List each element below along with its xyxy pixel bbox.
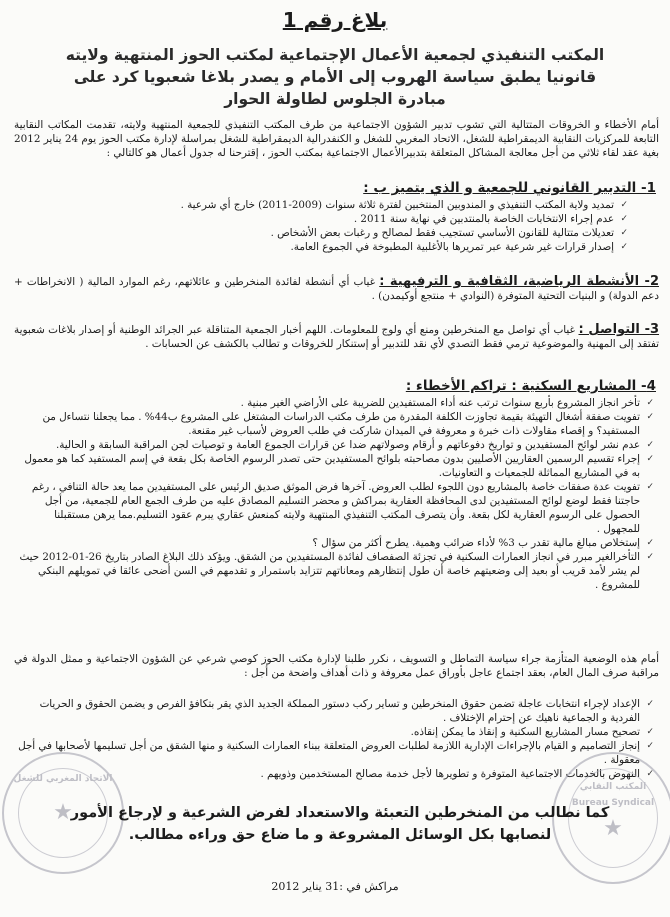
list-item: ✓ التأخرالغير مبرر في انجاز العمارات السكنية في تجزئة الصفصاف لفائدة المستفيدين من الشقق. ويؤكد ذلك البلاغ الصادر بتاريخ 26-01-2012 حيث لم يشر لأمد قريب أو بعيد إلى وضعيتهم خاصة أن طول إنتظارهم ومعاناتهم تتزايد باستمرار و تقدمهم في السن أضحى عائقا في تمويلهم البنكي للمشروع . (16, 550, 656, 592)
list-item: ✓ إصدار قرارات غير شرعية عبر تمريرها بالأغلبية المطبوخة في الجموع العامة. (30, 240, 630, 254)
star-icon: ★ (603, 816, 623, 841)
list-item: ✓ إجراء تقسيم الرسمين العقاريين الأصليين بدون مصاحبته بلوائح المستفيدين حتى تصدر الرسوم الخاصة بكل بقعة في إسم المستفيد كما هو معمول به في المشاريع المماثلة للجمعيات و التعاونيات. (16, 452, 656, 480)
stamp-text: المكتب النقابي (579, 782, 647, 792)
section-1-list (30, 198, 630, 254)
section-4-title: 4- المشاريع السكنية : تراكم الأخطاء : (405, 378, 656, 394)
section-2-title: 2- الأنشطة الرياضية، الثقافية و الترفيهية : (379, 274, 659, 289)
section-3-title: 3- التواصل : (578, 322, 660, 337)
section-1-title: 1- التدبير القانوني للجمعية و الذي يتميز ب : (363, 180, 656, 196)
list-item: ✓ تمديد ولاية المكتب التنفيذي و المندوبين المنتخبين لفترة ثلاثة سنوات (2009-2011) خارج أي شرعية . (30, 198, 630, 212)
headline-line: قانونيا يطبق سياسة الهروب إلى الأمام و يصدر بلاغا شعبويا كرد على (73, 68, 597, 86)
intro-paragraph: أمام الأخطاء و الخروقات المتتالية التي تشوب تدبير الشؤون الاجتماعية من طرف المكتب التنفيذي للجمعية المنتهية ولايته، تقدمت المكاتب النقابية التابعة للمركزيات النقابية الديمقراطية للشغل، الاتحاد المغربي للشغل و الكنفدرالية الديمقراطية للشغل بمراسلة لإدارة مكتب الحوز يوم 24 يناير 2012 بغية عقد لقاء ثلاثي من أجل معالجة المشاكل المتعلقة بتدبيرالأعمال الاجتماعية بمكتب الحوز ، إقترحنا له جدول أعمال هو كالتالي : (14, 119, 659, 160)
section-3-text: غياب أي تواصل مع المنخرطين ومنع أي ولوج للمعلومات. اللهم أخبار الجمعية المتناقلة عبر الجرائد الوطنية أو إصدار بلاغات شعبوية تفتقد إلى المهنية والموضوعية ترمي فقط التصدي لأي نقد للتدبير أو إستنكار للخروقات و تطالب بالكشف عن الحسابات . (14, 324, 659, 351)
document-date: مراكش في :31 يناير 2012 (271, 880, 399, 893)
headline-line: مبادرة الجلوس لطاولة الحوار (224, 90, 446, 108)
list-item: ✓ تفويت صفقة أشغال التهيئة بقيمة تجاوزت الكلفة المقدرة من طرف مكتب الدراسات المشتغل على المشروع ب44% . مما يجعلنا نتساءل من المستفيد؟ و إقصاء مقاولات ذات خبرة و معروفة في الميدان شاركت في طلب العروض لأسباب غير مقنعة. (16, 410, 656, 438)
list-item: ✓ إنجاز التصاميم و القيام بالإجراءات الإدارية اللازمة لطلبات العروض المتعلقة ببناء العمارات السكنية و منها الشقق من أجل تسليمها لأصحابها في أجل معقولة . (16, 739, 656, 767)
list-item: ✓ النهوض بالخدمات الاجتماعية المتوفرة و تطويرها لأجل خدمة مصالح المستخدمين وذويهم . (16, 767, 656, 781)
demands-paragraph: أمام هذه الوضعية المتأزمة جراء سياسة التماطل و التسويف ، نكرر طلبنا لإدارة مكتب الحوز كوصي شرعي عن الشؤون الاجتماعية و ممثل الدولة في مراقبة صرف المال العام، بعقد اجتماع عاجل بأوراق عمل معروفة و ذات أهداف واضحة من أجل : (14, 653, 659, 680)
demands-list (16, 697, 656, 781)
headline-line: المكتب التنفيذي لجمعية الأعمال الإجتماعية لمكتب الحوز المنتهية ولايته (65, 46, 605, 64)
section-2 (14, 275, 659, 303)
list-item: ✓ عدم إجراء الانتخابات الخاصة بالمنتدبين في نهاية سنة 2011 . (30, 212, 630, 226)
document-title: بلاغ رقم 1 (282, 8, 388, 32)
star-icon: ★ (53, 800, 73, 825)
section-4-list (16, 396, 656, 592)
list-item: ✓ عدم نشر لوائح المستفيدين و تواريخ دفوعاتهم و أرقام وصولاتهم ضدا عن قرارات الجموع العامة و توصيات لجن المراقبة السابقة و الحالية. (16, 438, 656, 452)
list-item: ✓ إستخلاص مبالغ مالية تقدر ب 3% لأداء ضرائب وهمية. يطرح أكثر من سؤال ؟ (16, 536, 656, 550)
list-item: ✓ تفويت عدة صفقات خاصة بالمشاريع دون اللجوء لطلب العروض. آخرها فرض الموثق صديق الرئيس على المستفيدين مما يعد حالة التنافي ، رغم حاجتنا فقط لوضع لوائح المستفيدين لدى المحافظة العقارية بمراكش و محضر التسليم المصادق عليه من طرف الجمع العام للجمعية، من أجل الحصول على الرسوم العقارية لكل بقعة. وأن يتصرف المكتب التنفيذي المنتهية ولايته كمنعش عقاري يبرم عقود التسليم.مما يرهن مستقبلنا للمجهول . (16, 480, 656, 536)
stamp-text: Bureau Syndical (571, 798, 655, 808)
section-2-text: غياب أي أنشطة لفائدة المنخرطين و عائلاتهم، رغم الموارد المالية ( الانخراطات + دعم الدولة) و البنيات التحتية المتوفرة (النوادي + منتجع أوكيمدن) . (14, 276, 659, 303)
list-item: ✓ تصحيح مسار المشاريع السكنية و إنقاذ ما يمكن إنقاذه. (16, 725, 656, 739)
list-item: ✓ الإعداد لإجراء انتخابات عاجلة تضمن حقوق المنخرطين و تساير ركب دستور المملكة الجديد الذي يقر بتكافؤ الفرص و يضمن الحقوق و الحريات الفردية و الجماعية ناهيك عن إحترام الإختلاف . (16, 697, 656, 725)
section-3 (14, 323, 659, 351)
list-item: ✓ تعديلات متتالية للقانون الأساسي تستجيب فقط لمصالح و رغبات بعض الأشخاص . (30, 226, 630, 240)
closing-statement: كما نطالب من المنخرطين التعبئة والاستعداد لفرض الشرعية و لإرجاع الأمور لنصابها بكل الوسائل المشروعة و ما ضاع حق وراءه مطالب. (70, 805, 610, 843)
stamp-text: الاتحاد المغربي للشغل (13, 774, 113, 784)
list-item: ✓ تأخر انجاز المشروع بأربع سنوات ترتب عنه أداء المستفيدين للضريبة على الأراضي الغير مبنية . (16, 396, 656, 410)
headline (20, 44, 650, 110)
